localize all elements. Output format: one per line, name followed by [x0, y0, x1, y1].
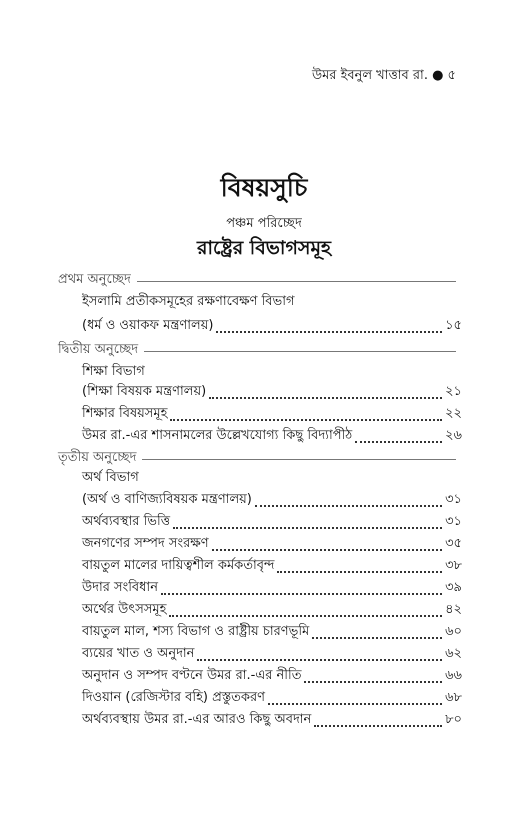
toc-entry-page: ২১	[445, 384, 462, 399]
toc-entry[interactable]	[82, 710, 462, 731]
toc-entry[interactable]	[82, 512, 462, 533]
dot-leader	[314, 725, 442, 727]
dot-leader	[161, 593, 442, 595]
toc-entry-label: শিক্ষা বিভাগ	[82, 364, 145, 379]
toc-entry-page: ৬২	[445, 646, 462, 661]
toc-entry-title: (অর্থ ও বাণিজ্যবিষয়ক মন্ত্রণালয়)	[82, 492, 252, 507]
toc-entry[interactable]	[82, 316, 462, 337]
toc-entry-page: ৬০	[445, 624, 462, 639]
toc-entry[interactable]	[82, 600, 462, 621]
section-heading-label: তৃতীয় অনুচ্ছেদ	[58, 450, 137, 465]
toc-entry-page: ৩৫	[445, 536, 462, 551]
dot-leader	[173, 527, 442, 529]
toc-entry-page: ৪২	[445, 602, 462, 617]
toc-entry-title: ব্যয়ের খাত ও অনুদান	[82, 646, 195, 661]
toc-entry[interactable]	[82, 556, 462, 577]
toc-entry-title: বায়তুল মাল, শস্য বিভাগ ও রাষ্ট্রীয় চারণভূমি	[82, 624, 310, 639]
toc-entry[interactable]	[82, 622, 462, 643]
toc-entry-title: অর্থব্যবস্থার ভিত্তি	[82, 514, 170, 529]
toc-entry-page: ৩৯	[445, 580, 462, 595]
toc-entry-title: অনুদান ও সম্পদ বণ্টনে উমর রা.-এর নীতি	[82, 668, 302, 683]
dot-leader	[209, 397, 442, 399]
dot-leader	[312, 637, 442, 639]
toc-entry-title: উদার সংবিধান	[82, 580, 158, 595]
chapter-label: পঞ্চম পরিচ্ছেদ	[226, 216, 302, 231]
toc-entry-page: ৩১	[445, 514, 462, 529]
toc-entry-page: ২২	[445, 406, 462, 421]
toc-entry-page: ৬৬	[445, 668, 462, 683]
dot-leader	[197, 659, 442, 661]
toc-entry-title: শিক্ষার বিষয়সমূহ	[82, 406, 168, 421]
dot-leader	[355, 441, 442, 443]
page-title: বিষয়সুচি	[220, 173, 308, 202]
toc-entry-page: ৮০	[445, 712, 462, 727]
toc-entry[interactable]	[82, 490, 462, 511]
toc-entry-label: ইসলামি প্রতীকসমূহের রক্ষণাবেক্ষণ বিভাগ	[82, 294, 295, 309]
toc-entry-title: অর্থব্যবস্থায় উমর রা.-এর আরও কিছু অবদান	[82, 712, 312, 727]
section-rule	[144, 351, 456, 352]
toc-entry[interactable]	[82, 426, 462, 447]
toc-entry-title: অর্থের উৎসসমূহ	[82, 602, 167, 617]
dot-leader	[304, 681, 442, 683]
toc-entry-title: বায়তুল মালের দায়িত্বশীল কর্মকর্তাবৃন্দ	[82, 558, 275, 573]
dot-leader	[268, 703, 442, 705]
toc-entry-label: অর্থ বিভাগ	[82, 470, 139, 485]
dot-leader	[255, 505, 442, 507]
section-heading-1	[58, 270, 456, 291]
toc-entry-title: (শিক্ষা বিষয়ক মন্ত্রণালয়)	[82, 384, 207, 399]
section-heading-label: দ্বিতীয় অনুচ্ছেদ	[58, 342, 139, 357]
dot-leader	[216, 331, 442, 333]
chapter-title: রাষ্ট্রের বিভাগসমূহ	[197, 237, 331, 259]
toc-entry-page: ১৫	[445, 318, 462, 333]
toc-entry[interactable]	[82, 404, 462, 425]
toc-entry[interactable]	[82, 578, 462, 599]
toc-entry[interactable]	[82, 644, 462, 665]
section-heading-2	[58, 340, 456, 361]
toc-entry[interactable]	[82, 534, 462, 555]
dot-leader	[169, 615, 442, 617]
section-heading-3	[58, 448, 456, 469]
toc-entry-page: ৩৮	[445, 558, 462, 573]
toc-entry-title: জনগণের সম্পদ সংরক্ষণ	[82, 536, 209, 551]
toc-entry-title: উমর রা.-এর শাসনামলের উল্লেখযোগ্য কিছু বিদ্যাপীঠ	[82, 428, 353, 443]
section-rule	[137, 281, 456, 282]
toc-entry[interactable]	[82, 666, 462, 687]
section-heading-label: প্রথম অনুচ্ছেদ	[58, 272, 131, 287]
toc-entry-title: (ধর্ম ও ওয়াকফ মন্ত্রণালয়)	[82, 318, 214, 333]
section-rule	[142, 459, 456, 460]
toc-entry-page: ২৬	[445, 428, 462, 443]
toc-entry-page: ৩১	[445, 492, 462, 507]
toc-entry[interactable]	[82, 688, 462, 709]
dot-leader	[212, 549, 442, 551]
running-head: উমর ইবনুল খাত্তাব রা. ● ৫	[311, 68, 456, 83]
dot-leader	[170, 419, 442, 421]
toc-entry-title: দিওয়ান (রেজিস্টার বহি) প্রস্তুতকরণ	[82, 690, 266, 705]
toc-entry-page: ৬৮	[445, 690, 462, 705]
dot-leader	[277, 571, 442, 573]
toc-entry[interactable]	[82, 382, 462, 403]
